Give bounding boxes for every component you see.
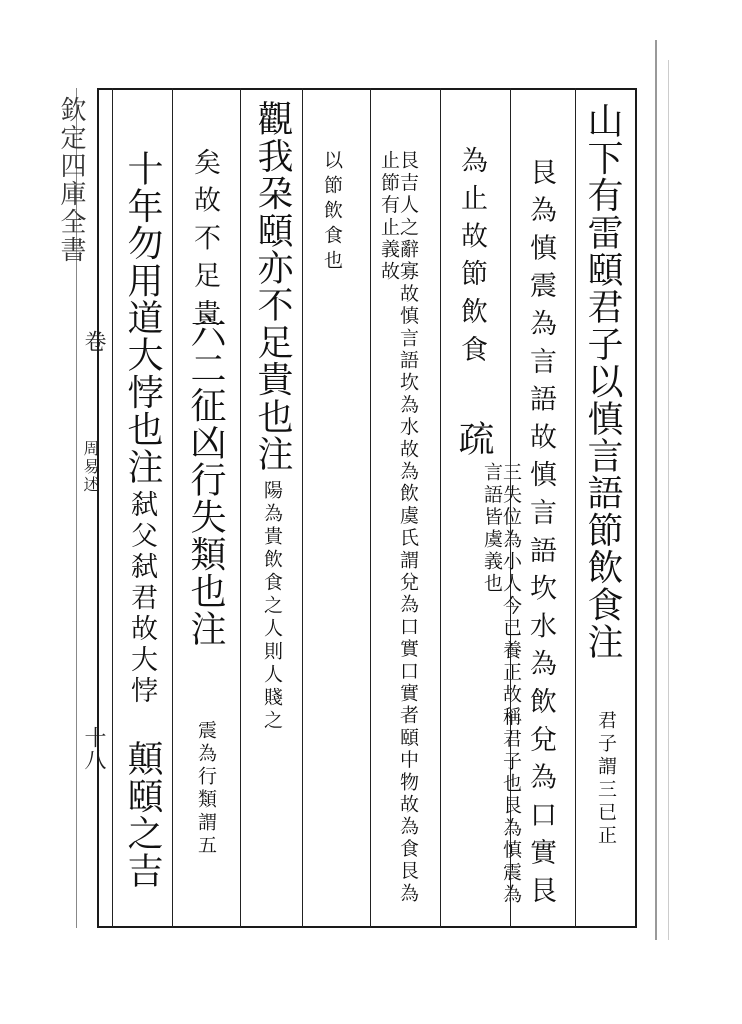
page-edge	[655, 40, 657, 940]
shu-marker: 疏	[453, 420, 494, 458]
margin-juan-mark: 卷	[81, 330, 106, 352]
commentary-text-column: 艮為慎震為言語故慎言語坎水為飲兌為口實艮	[525, 158, 556, 914]
column-rule	[302, 88, 303, 928]
page-edge-shadow	[668, 60, 669, 940]
main-text-column: 觀我朶頤亦不足貴也注	[252, 100, 293, 472]
annotation-text: 陽為貴飲食之人則人賤之	[261, 480, 283, 733]
commentary-text-column: 為止故節飲食	[456, 146, 487, 373]
margin-page-number: 十八	[81, 726, 106, 770]
annotation-text: 震為行類謂五	[195, 720, 217, 858]
column-rule	[240, 88, 241, 928]
annotation-text: 三失位為小人今已養正故稱君子也艮為慎震為言語皆虞義也	[481, 462, 522, 906]
annotation-text: 艮吉人之辭寡故慎言語坎為水故為飲虞氏謂兌為口實口實者頤中物故為食艮為止節有止義故	[378, 150, 419, 905]
main-text-column: 顛頤之吉	[122, 740, 163, 889]
commentary-text-column: 矣故不足貴	[189, 148, 220, 337]
column-rule	[440, 88, 441, 928]
main-text-column: 六二征凶行失類也注	[185, 312, 226, 647]
column-rule	[112, 88, 113, 928]
text-frame	[97, 88, 637, 928]
column-rule	[172, 88, 173, 928]
main-text-column: 山下有雷頤君子以慎言語節飲食注	[582, 102, 623, 660]
column-rule	[370, 88, 371, 928]
main-text-column: 十年勿用道大悖也注	[122, 150, 163, 485]
commentary-text-column: 弑父弑君故大悖	[126, 490, 157, 707]
margin-collection-title: 欽定四庫全書	[56, 96, 86, 264]
annotation-text: 君子謂三已正	[595, 710, 617, 848]
column-rule	[575, 88, 576, 928]
annotation-text: 以節飲食也	[321, 150, 343, 275]
margin-book-name: 周易述	[81, 440, 100, 494]
